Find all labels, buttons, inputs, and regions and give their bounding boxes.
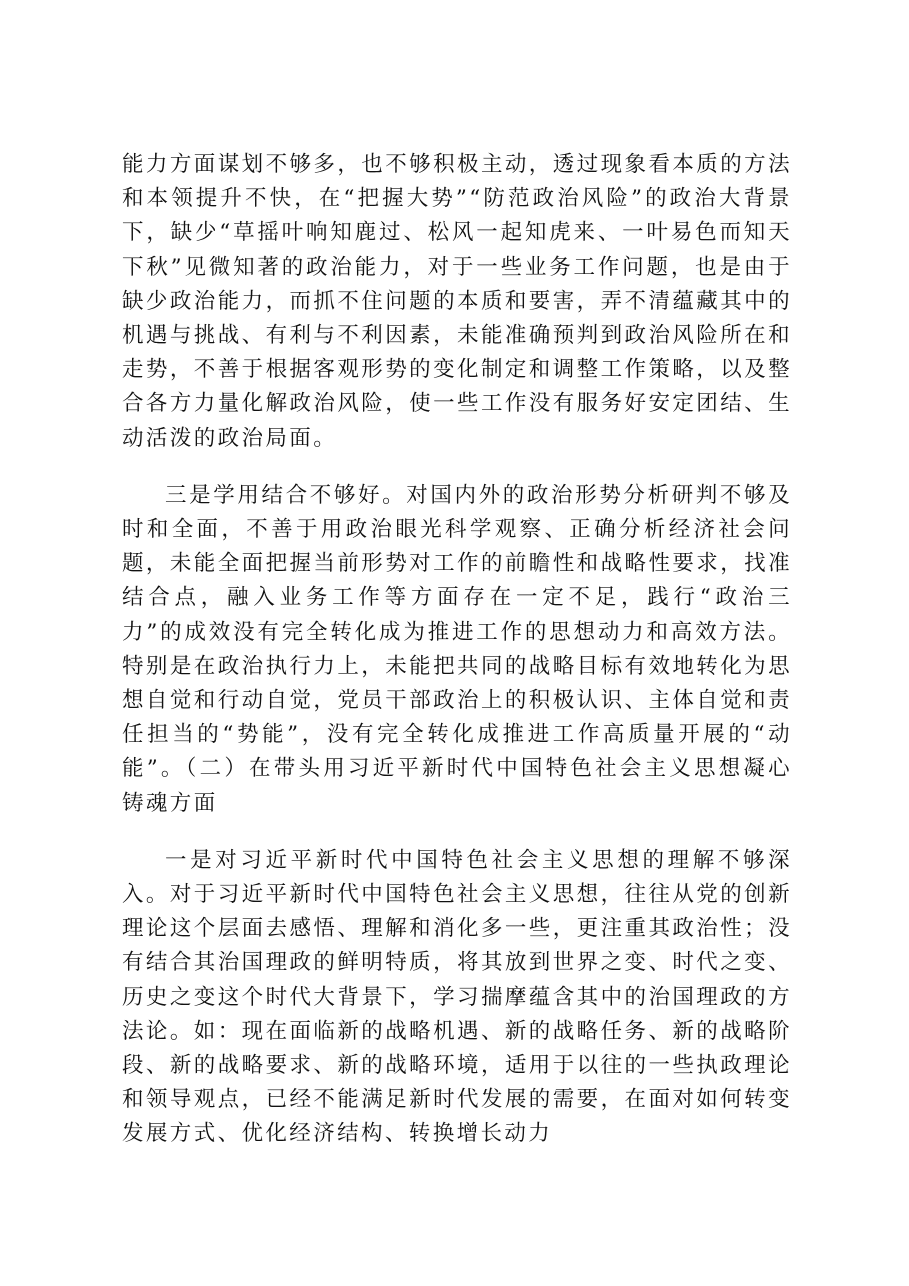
paragraph-learning-application: 三是学用结合不够好。对国内外的政治形势分析研判不够及时和全面，不善于用政治眼光科学观察、正确分析经济社会问题，未能全面把握当前形势对工作的前瞻性和战略性要求，找准结合点，融入业务工作等方面存在一定不足，践行“政治三力”的成效没有完全转化成为推进工作的思想动力和高效方法。特别是在政治执行力上，未能把共同的战略目标有效地转化为思想自觉和行动自觉，党员干部政治上的积极认识、主体自觉和责任担当的“势能”，没有完全转化成推进工作高质量开展的“动能”。（二）在带头用习近平新时代中国特色社会主义思想凝心铸魂方面	[122, 482, 792, 816]
document-body	[122, 148, 792, 1152]
paragraph-political-ability: 能力方面谋划不够多，也不够积极主动，透过现象看本质的方法和本领提升不快，在“把握大势”“防范政治风险”的政治大背景下，缺少“草摇叶响知鹿过、松风一起知虎来、一叶易色而知天下秋”见微知著的政治能力，对于一些业务工作问题，也是由于缺少政治能力，而抓不住问题的本质和要害，弄不清蕴藏其中的机遇与挑战、有利与不利因素，未能准确预判到政治风险所在和走势，不善于根据客观形势的变化制定和调整工作策略，以及整合各方力量化解政治风险，使一些工作没有服务好安定团结、生动活泼的政治局面。	[122, 152, 792, 451]
paragraph-understanding-thought: 一是对习近平新时代中国特色社会主义思想的理解不够深入。对于习近平新时代中国特色社会主义思想，往往从党的创新理论这个层面去感悟、理解和消化多一些，更注重其政治性；没有结合其治国理政的鲜明特质，将其放到世界之变、时代之变、历史之变这个时代大背景下，学习揣摩蕴含其中的治国理政的方法论。如：现在面临新的战略机遇、新的战略任务、新的战略阶段、新的战略要求、新的战略环境，适用于以往的一些执政理论和领导观点，已经不能满足新时代发展的需要，在面对如何转变发展方式、优化经济结构、转换增长动力	[122, 847, 792, 1147]
